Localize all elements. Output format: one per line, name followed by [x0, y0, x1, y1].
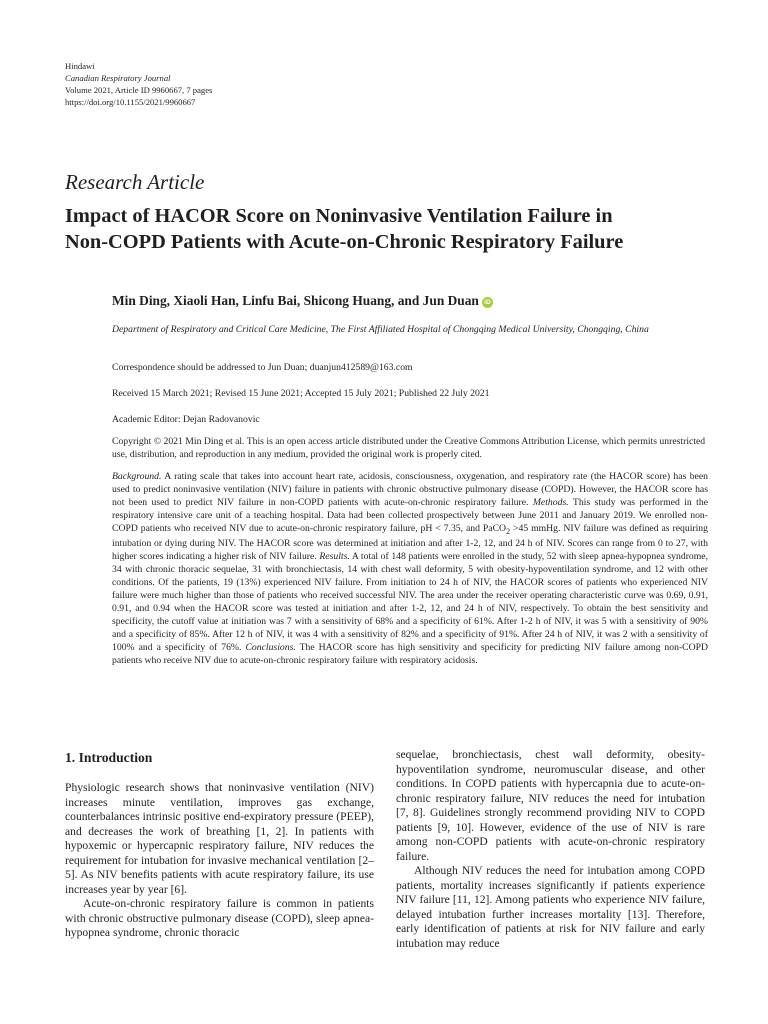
copyright-notice: Copyright © 2021 Min Ding et al. This is an open access article distributed under the Creative Commons Attribution License, which permits unrestricted use, distribution, and reproduction in any medium, provided the original work is properly cited.	[112, 436, 706, 461]
title-line-2: Non-COPD Patients with Acute-on-Chronic Respiratory Failure	[65, 231, 624, 253]
methods-text-b: >45 mmHg. NIV failure was defined as requiring intubation or dying during NIV. The HACOR score was determined at initiation and after 1-2, 12, and 24 h of NIV. Scores can range from 0 to 27, with higher scores indicating a higher risk of NIV failure.	[112, 522, 708, 563]
author-list	[112, 293, 493, 309]
intro-paragraph-3: sequelae, bronchiectasis, chest wall deformity, obesity-hypoventilation syndrome, neuromuscular disease, and other conditions. In COPD patients with hypercapnia due to acute-on-chronic respiratory failure, NIV reduces the need for intubation [7, 8]. Guidelines strongly recommend providing NIV to COPD patients [9, 10]. However, evidence of the use of NIV is rare among non-COPD patients with acute-on-chronic respiratory failure.	[396, 748, 705, 863]
background-label: Background.	[112, 471, 162, 482]
volume-info: Volume 2021, Article ID 9960667, 7 pages	[65, 85, 213, 95]
background-text: A rating scale that takes into account heart rate, acidosis, consciousness, oxygenation, and respiratory rate (the HACOR score) has been used to predict noninvasive ventilation (NIV) failure in patients with chronic obstructive pulmonary disease (COPD). However, the HACOR score has not been used to predict NIV failure in non-COPD patients with acute-on-chronic respiratory failure.	[112, 471, 708, 508]
results-text: A total of 148 patients were enrolled in the study, 52 with sleep apnea-hypopnea syndrome, 34 with chronic thoracic sequelae, 31 with bronchiectasis, 14 with chest wall deformity, 5 with obesity-hypoventilation syndrome, and 12 with other conditions. Of the patients, 19 (13%) experienced NIV failure. From initiation to 24 h of NIV, the HACOR scores of patients who experienced NIV failure were much higher than those of patients who received successful NIV. The area under the receiver operating characteristic curve was 0.69, 0.91, 0.91, and 0.94 when the HACOR score was tested at initiation and after 1-2, 12, and 24 h of NIV, respectively. To obtain the best sensitivity and specificity, the cutoff value at initiation was 7 with a sensitivity of 68% and a specificity of 61%. After 1-2 h of NIV, it was 5 with a sensitivity of 90% and a specificity of 85%. After 12 h of NIV, it was 4 with a sensitivity of 82% and a specificity of 91%. After 24 h of NIV, it was 2 with a sensitivity of 100% and a specificity of 76%.	[112, 551, 709, 653]
publisher-name: Hindawi	[65, 61, 95, 71]
paper-title	[65, 203, 745, 255]
methods-text-a: This study was performed in the respiratory intensive care unit of a teaching hospital. Data had been collected prospectively between June 2011 and January 2019. We enrolled non-COPD patients who received NIV due to acute-on-chronic respiratory failure, pH < 7.35, and PaCO	[112, 496, 709, 534]
conclusions-text: The HACOR score has high sensitivity and specificity for predicting NIV failure among non-COPD patients who receive NIV due to acute-on-chronic respiratory failure with respiratory acidosis.	[112, 641, 709, 666]
author-names: Min Ding, Xiaoli Han, Linfu Bai, Shicong Huang, and Jun Duan	[112, 293, 479, 308]
journal-header	[65, 60, 212, 108]
section-heading: 1. Introduction	[65, 750, 153, 765]
left-column	[65, 781, 374, 941]
results-label: Results.	[319, 551, 350, 563]
doi-link[interactable]: https://doi.org/10.1155/2021/9960667	[65, 97, 196, 107]
intro-paragraph-1: Physiologic research shows that noninvasive ventilation (NIV) increases minute ventilation, improves gas exchange, counterbalances intrinsic positive end-expiratory pressure (PEEP), and decreases the work of breathing [1, 2]. In patients with hypoxemic or hypercapnic respiratory failure, NIV reduces the requirement for intubation for invasive mechanical ventilation [2–5]. As NIV benefits patients with acute respiratory failure, its use increases year by year [6].	[65, 781, 374, 896]
article-type: Research Article	[65, 170, 205, 194]
methods-label: Methods.	[532, 496, 569, 508]
orcid-icon[interactable]: iD	[482, 297, 493, 308]
methods-subscript: 2	[506, 526, 511, 536]
right-column	[396, 748, 705, 951]
publication-dates: Received 15 March 2021; Revised 15 June 2021; Accepted 15 July 2021; Published 22 July 2021	[112, 388, 490, 399]
intro-paragraph-4: Although NIV reduces the need for intubation among COPD patients, mortality increases significantly if patients experience NIV failure [11, 12]. Among patients who experience NIV failure, delayed intubation further increases mortality [13]. Therefore, early identification of patients at risk for NIV failure and early intubation may reduce	[396, 864, 705, 950]
abstract	[112, 471, 708, 668]
title-line-1: Impact of HACOR Score on Noninvasive Ventilation Failure in	[65, 205, 613, 227]
affiliation: Department of Respiratory and Critical Care Medicine, The First Affiliated Hospital of Chongqing Medical University, Chongqing, China	[112, 324, 649, 335]
correspondence: Correspondence should be addressed to Jun Duan; duanjun412589@163.com	[112, 362, 413, 373]
academic-editor: Academic Editor: Dejan Radovanovic	[112, 414, 260, 425]
conclusions-label: Conclusions.	[245, 641, 296, 653]
journal-name: Canadian Respiratory Journal	[65, 73, 171, 83]
intro-paragraph-2: Acute-on-chronic respiratory failure is common in patients with chronic obstructive pulmonary disease (COPD), sleep apnea-hypopnea syndrome, chronic thoracic	[65, 897, 374, 939]
